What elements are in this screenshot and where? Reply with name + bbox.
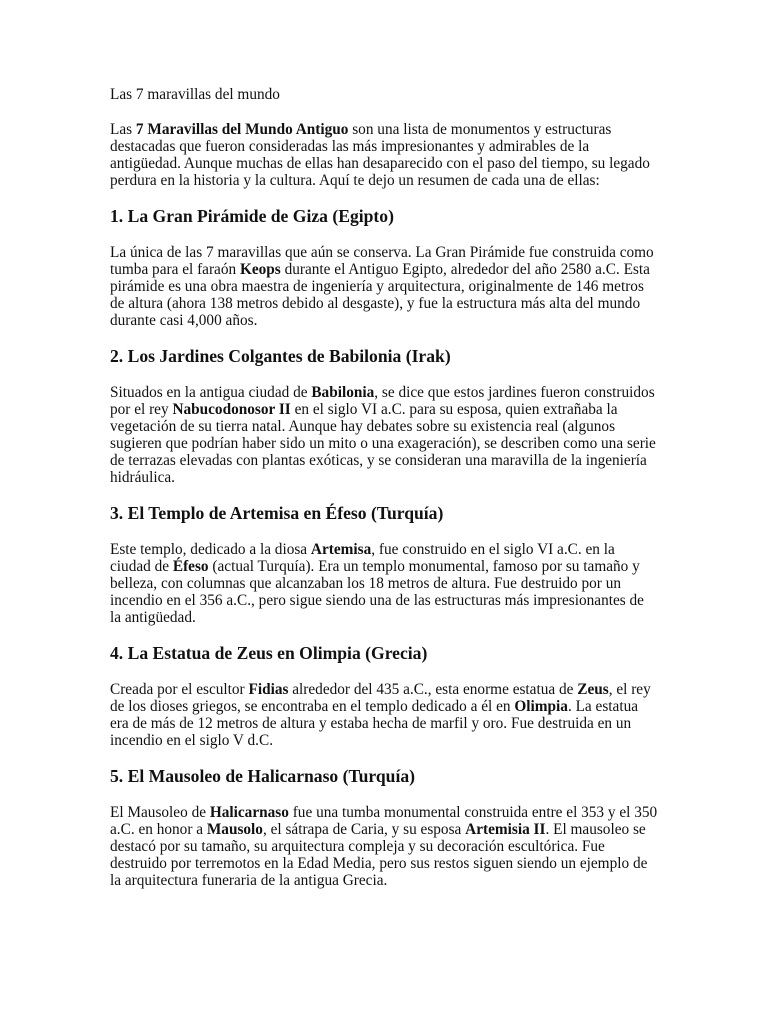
document-title: Las 7 maravillas del mundo — [110, 86, 280, 103]
text-run: fue una tumba monumental construida entre el 353 y el 350 a.C. en honor a — [110, 804, 658, 838]
text-run: (actual Turquía). Era un templo monumental, famoso por su tamaño y belleza, con columnas que alcanzaban los 18 metros de altura. Fue destruido por un incendio en el 356 a.C., pero sigue siendo una de las estructuras más impresionantes de la antigüedad. — [110, 558, 644, 626]
bold-text-run: Nabucodonosor II — [172, 401, 291, 418]
bold-text-run: Halicarnaso — [209, 804, 289, 821]
text-run: , el sátrapa de Caria, y su esposa — [262, 821, 466, 838]
bold-text-run: Artemisa — [310, 541, 372, 558]
text-run: . La estatua era de más de 12 metros de altura y estaba hecha de marfil y oro. Fue destruida en un incendio en el siglo V d.C. — [110, 698, 639, 749]
bold-text-run: Artemisia II — [465, 821, 546, 838]
bold-text-run: Zeus — [577, 681, 609, 698]
section-heading: 1. La Gran Pirámide de Giza (Egipto) — [110, 206, 394, 226]
section-2 — [110, 346, 658, 486]
section-paragraph — [110, 541, 658, 626]
text-run: en el siglo VI a.C. para su esposa, quien extrañaba la vegetación de su tierra natal. Aunque hay debates sobre su existencia real (algunos sugieren que podrían haber sido un mito o una exageración), se describen como una serie de terrazas elevadas con plantas exóticas, y se consideran una maravilla de la ingeniería hidráulica. — [110, 401, 656, 486]
section-paragraph — [110, 384, 658, 486]
bold-text-run: Olimpia — [514, 698, 568, 715]
section-heading: 2. Los Jardines Colgantes de Babilonia (Irak) — [110, 346, 451, 366]
text-run: La única de las 7 maravillas que aún se conserva. La Gran Pirámide fue construida como tumba para el faraón — [110, 244, 654, 278]
text-run: , el rey de los dioses griegos, se encontraba en el templo dedicado a él en — [110, 681, 651, 715]
text-run: Situados en la antigua ciudad de — [110, 384, 312, 401]
section-heading: 3. El Templo de Artemisa en Éfeso (Turquía) — [110, 503, 444, 523]
section-heading: 5. El Mausoleo de Halicarnaso (Turquía) — [110, 766, 415, 786]
bold-text-run: Fidias — [248, 681, 289, 698]
section-5 — [110, 766, 658, 889]
text-run: alrededor del 435 a.C., esta enorme estatua de — [288, 681, 578, 698]
section-paragraph — [110, 804, 658, 889]
text-run: durante el Antiguo Egipto, alrededor del año 2580 a.C. Esta pirámide es una obra maestra de ingeniería y arquitectura, originalmente de 146 metros de altura (ahora 138 metros debido al desgaste), y fue la estructura más alta del mundo durante casi 4,000 años. — [110, 261, 650, 329]
sections-container — [110, 206, 658, 889]
section-1 — [110, 206, 658, 329]
bold-text-run: Mausolo — [206, 821, 263, 838]
section-paragraph — [110, 681, 658, 749]
section-paragraph — [110, 244, 658, 329]
text-run: , fue construido en el siglo VI a.C. en la ciudad de — [110, 541, 615, 575]
text-run: Creada por el escultor — [110, 681, 249, 698]
bold-text-run: Babilonia — [311, 384, 375, 401]
intro-paragraph — [110, 121, 658, 189]
bold-text-run: Keops — [239, 261, 281, 278]
bold-text-run: Éfeso — [172, 558, 209, 575]
document-page — [110, 86, 658, 906]
section-3 — [110, 503, 658, 626]
text-run: El Mausoleo de — [110, 804, 210, 821]
text-run: son una lista de monumentos y estructuras destacadas que fueron consideradas las más impresionantes y admirables de la antigüedad. Aunque muchas de ellas han desaparecido con el paso del tiempo, su legado perdura en la historia y la cultura. Aquí te dejo un resumen de cada una de ellas: — [110, 121, 650, 189]
text-run: Este templo, dedicado a la diosa — [110, 541, 311, 558]
text-run: , se dice que estos jardines fueron construidos por el rey — [110, 384, 655, 418]
section-4 — [110, 643, 658, 749]
text-run: Las — [110, 121, 136, 138]
text-run: . El mausoleo se destacó por su tamaño, su arquitectura compleja y su decoración escultórica. Fue destruido por terremotos en la Edad Media, pero sus restos siguen siendo un ejemplo de la arquitectura funeraria de la antigua Grecia. — [110, 821, 648, 889]
section-heading: 4. La Estatua de Zeus en Olimpia (Grecia) — [110, 643, 428, 663]
bold-text-run: 7 Maravillas del Mundo Antiguo — [135, 121, 349, 138]
